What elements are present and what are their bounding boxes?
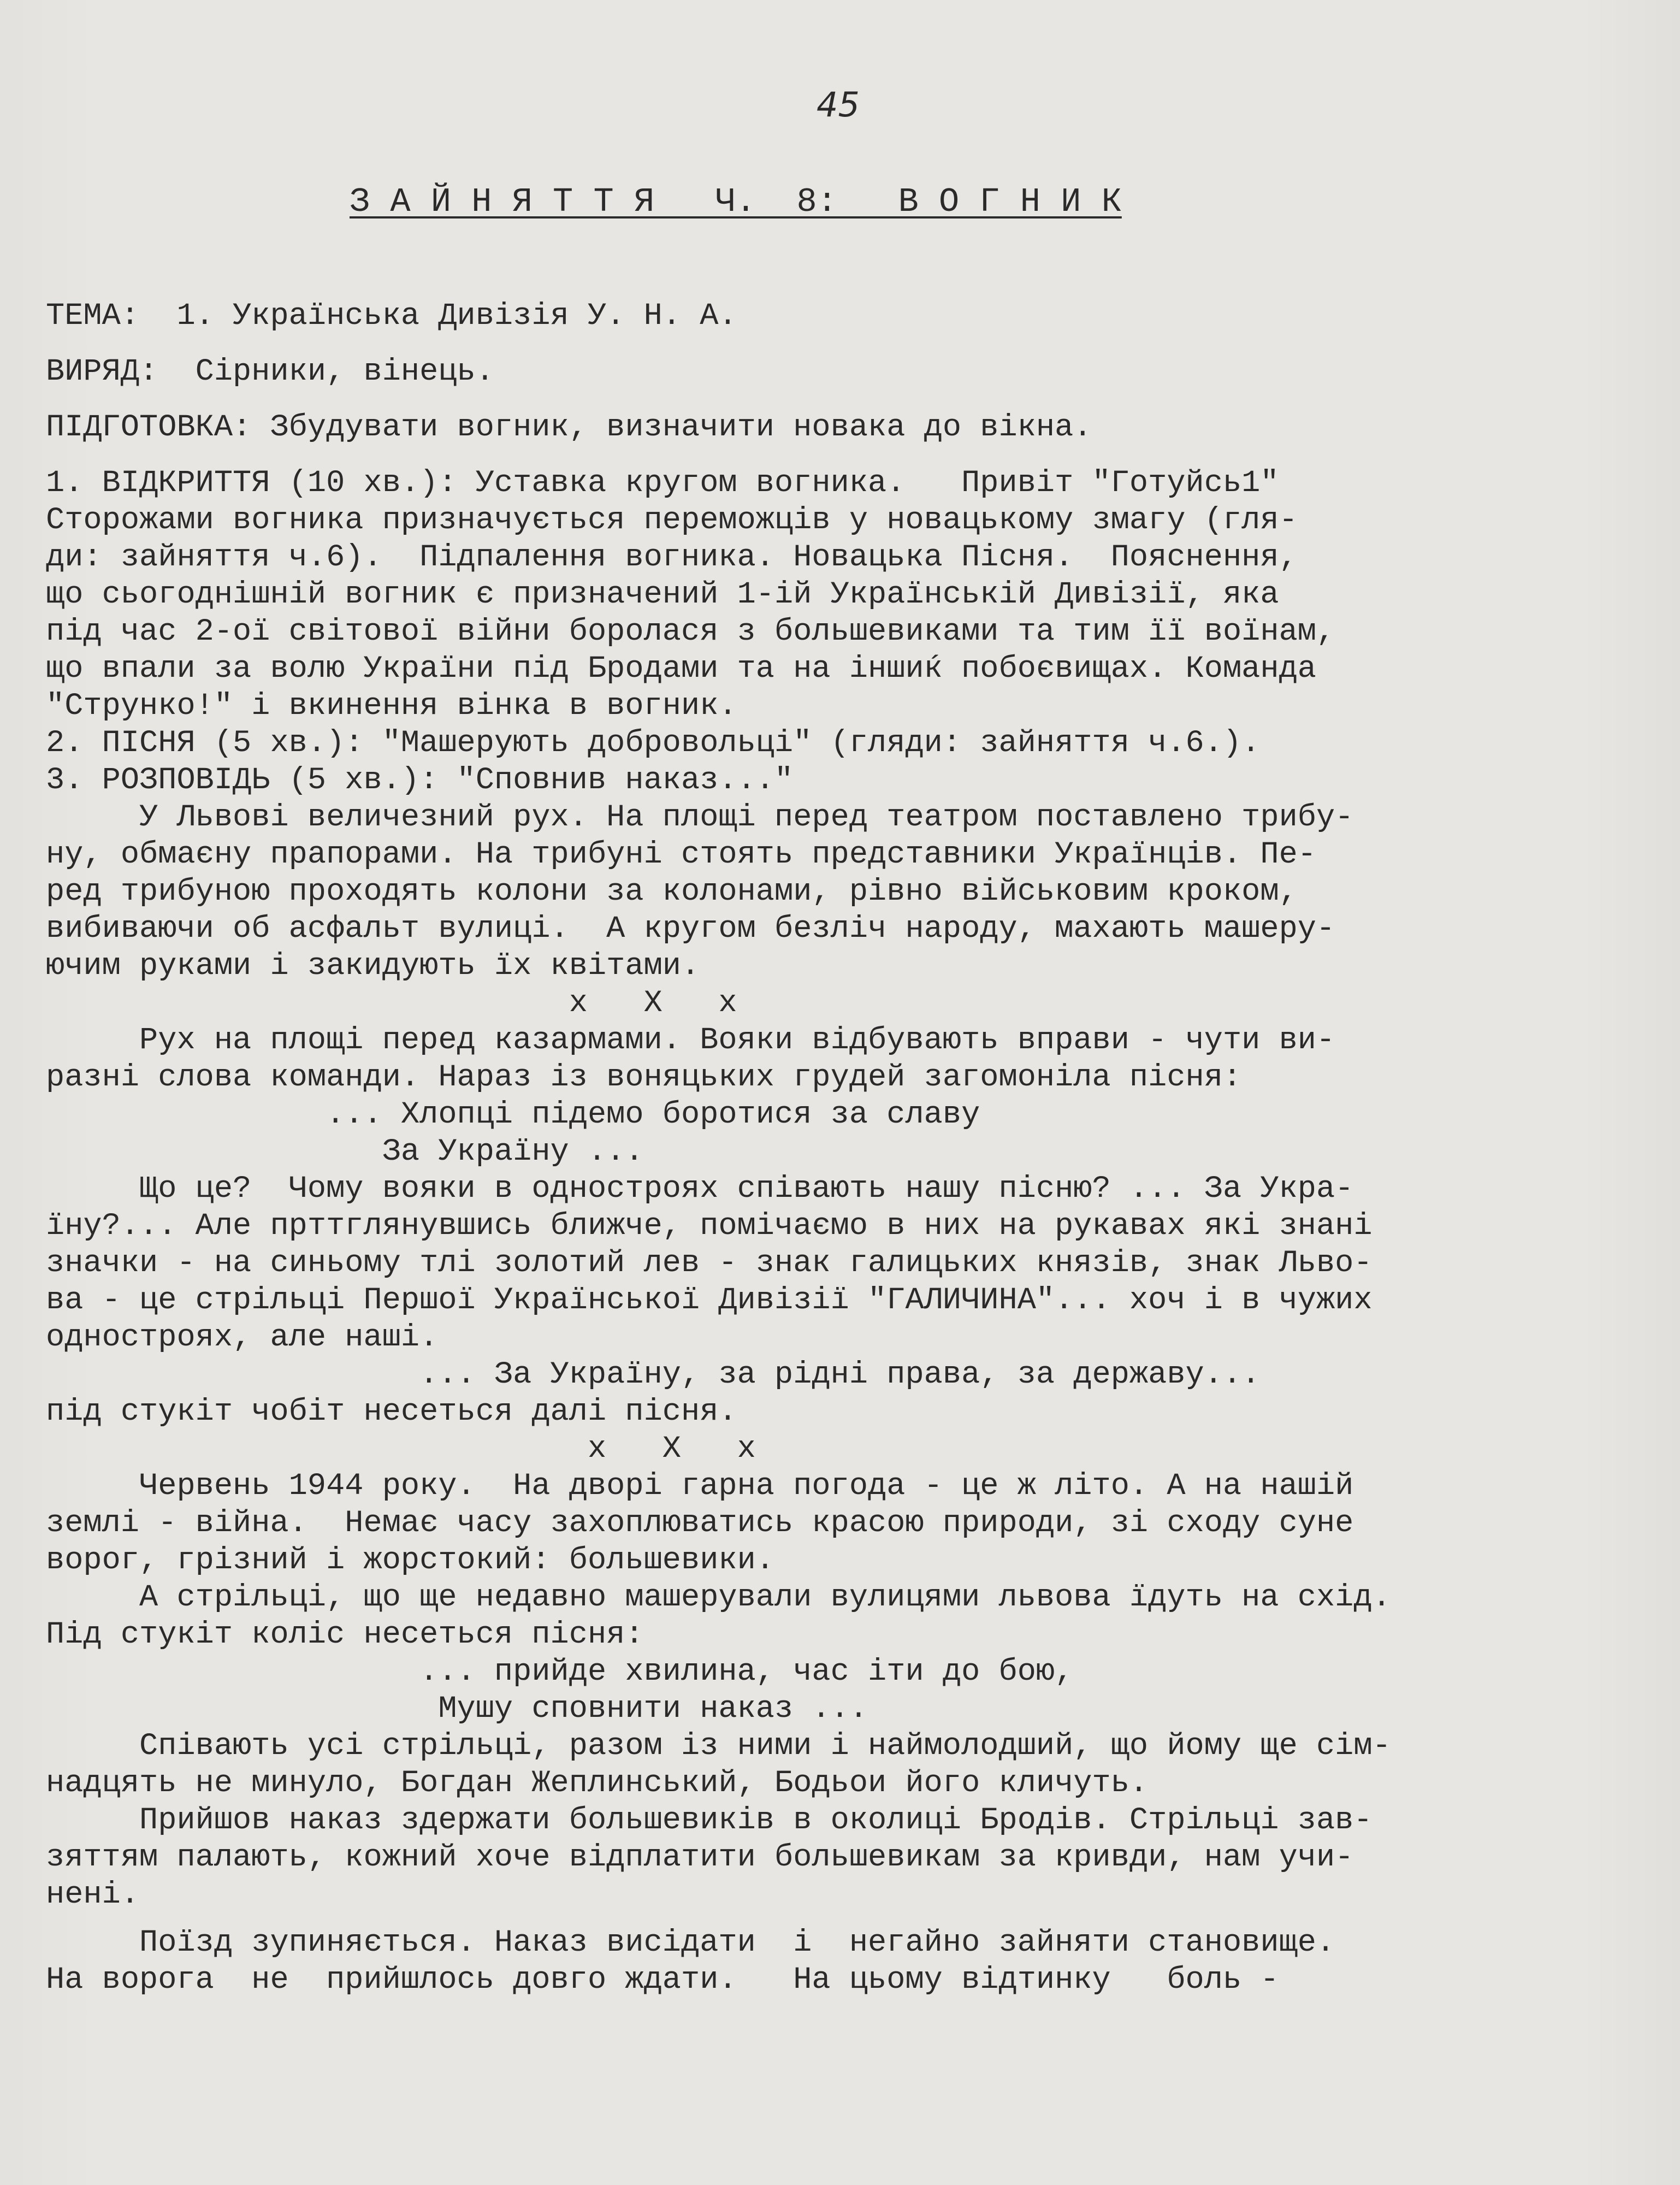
page-number: 45: [817, 85, 860, 125]
section-1-opening: 1. ВІДКРИТТЯ (10 хв.): Уставка кругом вогника. Привіт "Готуйсь1" Сторожами вогника призначується переможців у новацькому змагу (гля- ди: зайняття ч.6). Підпалення вогника. Новацька Пісня. Пояснення, що сьогоднішній вогник є призначений 1-ій Українській Дивізії, яка під час 2-ої світової війни боролася з большевиками та тим її воїнам, що впали за волю України під Бродами та на іншиќ побоєвищах. Команда "Струнко!" і вкинення вінка в вогник.: [46, 466, 1335, 724]
document-body: [46, 298, 1641, 1999]
section-3-story-heading: 3. РОЗПОВІДЬ (5 хв.): "Сповнив наказ...": [46, 763, 794, 798]
vyriad-line: ВИРЯД: Сірники, вінець.: [46, 355, 494, 389]
section-2-song: 2. ПІСНЯ (5 хв.): "Машерують добровольці" (гляди: зайняття ч.6.).: [46, 726, 1261, 761]
separator-1: x X x: [46, 986, 737, 1021]
story-paragraph-4: Поїзд зупиняється. Наказ висідати і негайно зайняти становище. На ворога не прийшлось довго ждати. На цьому відтинку боль -: [46, 1926, 1335, 1998]
page-title: З А Й Н Я Т Т Я Ч. 8: В О Г Н И К: [350, 182, 1122, 221]
tema-line: ТЕМА: 1. Українська Дивізія У. Н. А.: [46, 299, 737, 334]
story-paragraph-3: Червень 1944 року. На дворі гарна погода - це ж літо. А на нашій землі - війна. Немає часу захоплюватись красою природи, зі сходу суне ворог, грізний і жорстокий: большевики. А стрільці, що ще недавно машерували вулицями львова їдуть на схід. Під стукіт коліс несеться пісня: ... прийде хвилина, час іти до бою, Мушу сповнити наказ ... Співають усі стрільці, разом із ними і наймолодший, що йому ще сім- надцять не минуло, Богдан Жеплинський, Бодьои його кличуть. Прийшов наказ здержати большевиків в околиці Бродів. Стрільці зав- зяттям палають, кожний хоче відплатити большевикам за кривди, нам учи- нені.: [46, 1469, 1391, 1912]
pidhotovka-line: ПІДГОТОВКА: Збудувати вогник, визначити новака до вікна.: [46, 410, 1092, 445]
story-paragraph-1: У Львові величезний рух. На площі перед театром поставлено трибу- ну, обмаєну прапорами. На трибуні стоять представники Українців. Пе- ред трибуною проходять колони за колонами, рівно військовим кроком, вибиваючи об асфальт вулиці. А кругом безліч народу, махають машеру- ючим руками і закидують їх квітами.: [46, 800, 1354, 984]
story-paragraph-2: Рух на площі перед казармами. Вояки відбувають вправи - чути ви- разні слова команди. Нараз із воняцьких грудей загомоніла пісня: ... Хлопці підемо боротися за славу За Україну ... Що це? Чому вояки в одностроях співають нашу пісню? ... За Укра- їну?... Але прттглянувшись ближче, помічаємо в них на рукавах які знані значки - на синьому тлі золотий лев - знак галицьких князів, знак Льво- ва - це стрільці Першої Української Дивізії "ГАЛИЧИНА"... хоч і в чужих одностроях, але наші. ... За Україну, за рідні права, за державу... під стукіт чобіт несеться далі пісня.: [46, 1023, 1373, 1430]
separator-2: x X x: [46, 1432, 756, 1467]
